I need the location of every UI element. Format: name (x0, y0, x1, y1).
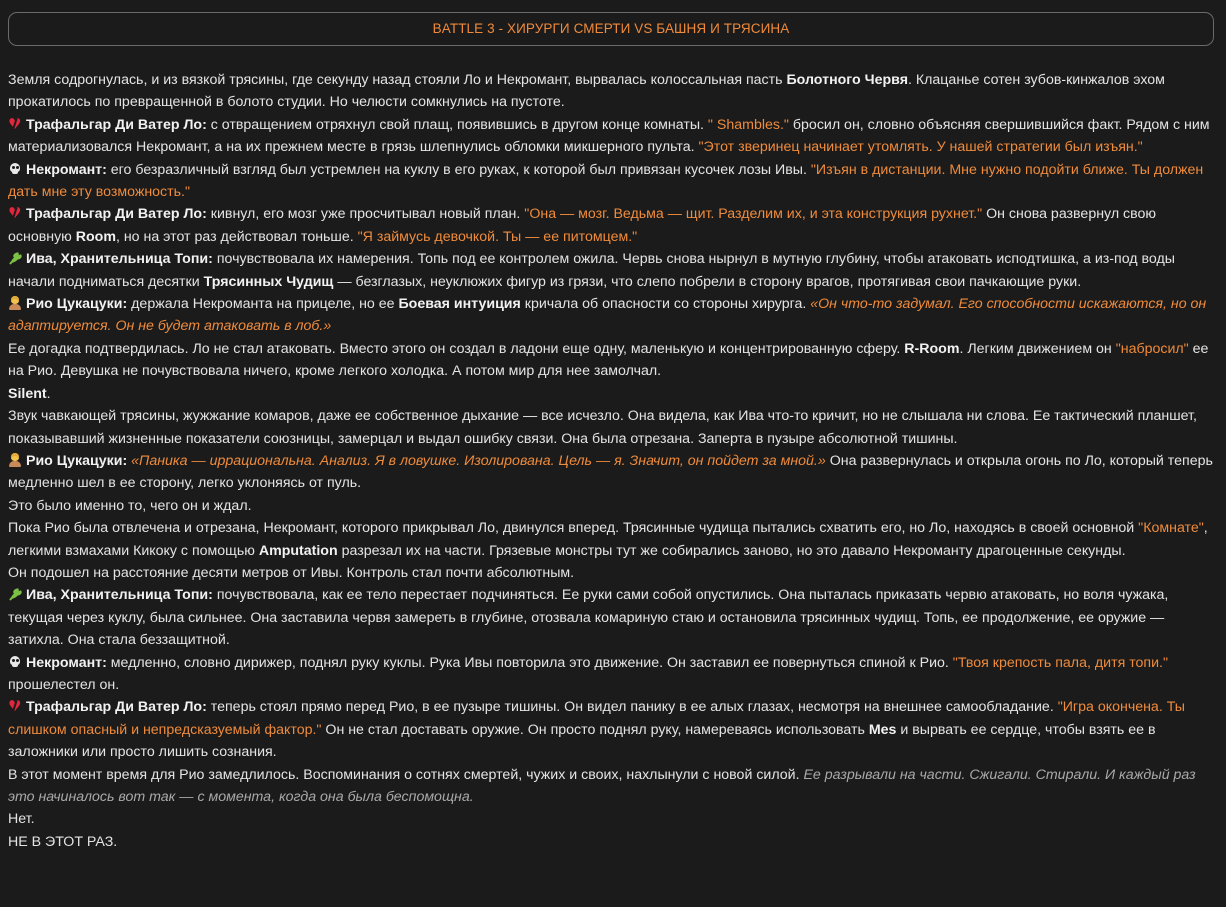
narration-text: Она развернулась и открыла огонь по Ло, который теперь медленно шел в ее сторону, легко уклоняясь от пуль. (8, 452, 1213, 492)
bold-term: Боевая интуиция (398, 296, 521, 313)
dialogue-quote: "Она — мозг. Ведьма — щит. Разделим их, и эта конструкция рухнет." (524, 206, 983, 223)
narration-text: Звук чавкающей трясины, жужжание комаров, даже ее собственное дыхание — все исчезло. Она видела, как Ива что-то кричит, но не слышала ни слова. Ее тактический планшет, показывавший жизненные показатели союзницы, замерцал и выдал ошибку связи. Она была отрезана. Заперта в пузыре абсолютной тишины. (8, 408, 1197, 447)
paragraph (8, 764, 1218, 809)
narration-text: бросил он, словно объясняя свершившийся факт. Рядом с ним материализовался Некромант, а на их прежнем месте в грязь шлепнулись обломки микшерного пульта. (8, 116, 1210, 156)
thought-quote: «Он что-то задумал. Его способности искажаются, но он адаптируется. Он не будет атаковать в лоб.» (8, 296, 1207, 335)
narration-text: теперь стоял прямо перед Рио, в ее пузыре тишины. Он видел панику в ее алых глазах, несмотря на внешнее самообладание. (206, 699, 1058, 716)
speaker-name: Некромант: (26, 654, 107, 671)
broken-heart-icon (8, 699, 22, 713)
narration-text: Земля содрогнулась, и из вязкой трясины, где секунду назад стояли Ло и Некромант, вырвалась колоссальная пасть (8, 72, 787, 88)
person-icon (8, 453, 22, 467)
narration-text: разрезал их на части. Грязевые монстры тут же собирались заново, но это давало Некроманту драгоценные секунды. (337, 542, 1126, 559)
dialogue-quote: "Твоя крепость пала, дитя топи." (952, 654, 1169, 671)
narration-text: Нет. (8, 811, 35, 828)
bold-term: Room (75, 228, 116, 245)
broken-heart-icon (8, 117, 22, 131)
narration-text: . Клацанье сотен зубов-кинжалов эхом прокатилось по превращенной в болото студии. Но челюсти сомкнулись на пустоте. (8, 72, 1165, 111)
narration-text: Он не стал доставать оружие. Он просто поднял руку, намереваясь использовать (321, 721, 869, 738)
paragraph (8, 203, 1218, 248)
skull-icon (8, 655, 22, 669)
narration-text: и вырвать ее сердце, чтобы взять ее в заложники или просто лишить сознания. (8, 721, 1156, 761)
narration-text: В этот момент время для Рио замедлилось. Воспоминания о сотнях смертей, чужих и своих, нахлынули с новой силой. (8, 766, 804, 783)
paragraph (8, 831, 1218, 853)
narration-text: почувствовала их намерения. Топь под ее контролем ожила. Червь снова нырнул в мутную глубину, чтобы атаковать исподтишка, а из-под воды начали подниматься десятки (8, 251, 1175, 290)
herb-icon (8, 251, 22, 265)
narration-text: кивнул, его мозг уже просчитывал новый план. (206, 206, 525, 223)
paragraph (8, 652, 1218, 697)
narration-text: — безглазых, неуклюжих фигур из грязи, что слепо побрели в сторону врагов, протягивая свои пачкающие руки. (333, 273, 1082, 290)
paragraph (8, 69, 1218, 114)
paragraph (8, 383, 1218, 405)
narration-text: почувствовала, как ее тело перестает подчиняться. Ее руки сами собой опустились. Она пыталась приказать червю атаковать, но воля чужака, текущая через куклу, была сильнее. Она заставила червя замереть в глубине, отозвала комариную стаю и остановила трясинных чудищ. Топь, ее продолжение, ее оружие — затихла. Она стала беззащитной. (8, 587, 1169, 649)
bold-term: Silent (8, 385, 47, 402)
speaker-name: Трафальгар Ди Ватер Ло: (26, 699, 207, 716)
speaker-name: Ива, Хранительница Топи: (26, 251, 213, 268)
speaker-name: Трафальгар Ди Ватер Ло: (26, 116, 207, 133)
speaker-name: Рио Цукацуки: (26, 296, 128, 313)
paragraph (8, 450, 1218, 495)
dialogue-quote: "Игра окончена. Ты слишком опасный и непредсказуемый фактор." (8, 699, 1185, 738)
paragraph (8, 293, 1218, 338)
speaker-name: Рио Цукацуки: (26, 452, 128, 469)
narration-text: медленно, словно дирижер, поднял руку куклы. Рука Ивы повторила это движение. Он заставил ее повернуться спиной к Рио. (106, 654, 953, 671)
speaker-name: Некромант: (26, 161, 107, 178)
dialogue-quote: "набросил" (1115, 340, 1189, 357)
paragraph (8, 517, 1218, 562)
paragraph (8, 405, 1218, 450)
bold-term: Трясинных Чудищ (203, 273, 334, 290)
bold-term: Болотного Червя (786, 72, 908, 88)
narration-text: , легкими взмахами Кикоку с помощью (8, 520, 1208, 559)
narration-text: его безразличный взгляд был устремлен на куклу в его руках, к которой был привязан кусочек лозы Ивы. (106, 161, 811, 178)
battle-title: BATTLE 3 - ХИРУРГИ СМЕРТИ VS БАШНЯ И ТРЯСИНА (432, 20, 790, 36)
paragraph (8, 114, 1218, 159)
bold-term: Amputation (258, 542, 338, 559)
dialogue-quote: " Shambles." (707, 116, 789, 133)
paragraph (8, 159, 1218, 204)
narration-text: . Легким движением он (959, 340, 1116, 357)
speaker-name: Ива, Хранительница Топи: (26, 587, 213, 604)
memory-text: Ее разрывали на части. Сжигали. Стирали. И каждый раз это начиналось вот так — с момента, когда она была беспомощна. (8, 766, 1196, 805)
narration-text: ее на Рио. Девушка не почувствовала ничего, кроме легкого холодка. А потом мир для нее замолчал. (8, 340, 1209, 380)
paragraph (8, 584, 1218, 651)
dialogue-quote: "Этот зверинец начинает утомлять. У нашей стратегии был изъян." (698, 139, 1143, 156)
narration-text: Он подошел на расстояние десяти метров от Ивы. Контроль стал почти абсолютным. (8, 564, 575, 581)
narration-text: Пока Рио была отвлечена и отрезана, Некромант, которого прикрывал Ло, двинулся вперед. Трясинные чудища пытались схватить его, но Ло, находясь в своей основной (8, 520, 1139, 537)
dialogue-quote: "Я займусь девочкой. Ты — ее питомцем." (357, 228, 638, 245)
story-content (8, 69, 1218, 853)
narration-text: , но на этот раз действовал тоньше. (115, 228, 358, 245)
paragraph (8, 495, 1218, 517)
bold-term: R-Room (904, 340, 960, 357)
narration-text: Ее догадка подтвердилась. Ло не стал атаковать. Вместо этого он создал в ладони еще одну, маленькую и концентрированную сферу. (8, 340, 905, 357)
paragraph (8, 248, 1218, 293)
paragraph (8, 562, 1218, 584)
dialogue-quote: "Изъян в дистанции. Мне нужно подойти ближе. Ты должен дать мне эту возможность." (8, 161, 1204, 201)
narration-text: НЕ В ЭТОТ РАЗ. (8, 833, 118, 850)
narration-text: кричала об опасности со стороны хирурга. (520, 296, 811, 313)
narration-text: . (46, 385, 51, 402)
narration-text: с отвращением отряхнул свой плащ, появившись в другом конце комнаты. (206, 116, 708, 133)
narration-text: Это было именно то, чего он и ждал. (8, 497, 252, 514)
person-icon (8, 296, 22, 310)
dialogue-quote: "Комнате" (1138, 520, 1204, 537)
narration-text: прошелестел он. (8, 676, 120, 693)
narration-text: Он снова развернул свою основную (8, 206, 1157, 245)
speaker-name: Трафальгар Ди Ватер Ло: (26, 206, 207, 223)
skull-icon (8, 162, 22, 176)
broken-heart-icon (8, 206, 22, 220)
narration-text: держала Некроманта на прицеле, но ее (127, 296, 399, 313)
paragraph (8, 808, 1218, 830)
paragraph (8, 338, 1218, 383)
herb-icon (8, 587, 22, 601)
thought-quote: «Паника — иррациональна. Анализ. Я в ловушке. Изолирована. Цель — я. Значит, он пойдет за мной.» (131, 452, 826, 469)
paragraph (8, 696, 1218, 763)
bold-term: Mes (868, 721, 897, 738)
battle-title-box (8, 12, 1214, 46)
